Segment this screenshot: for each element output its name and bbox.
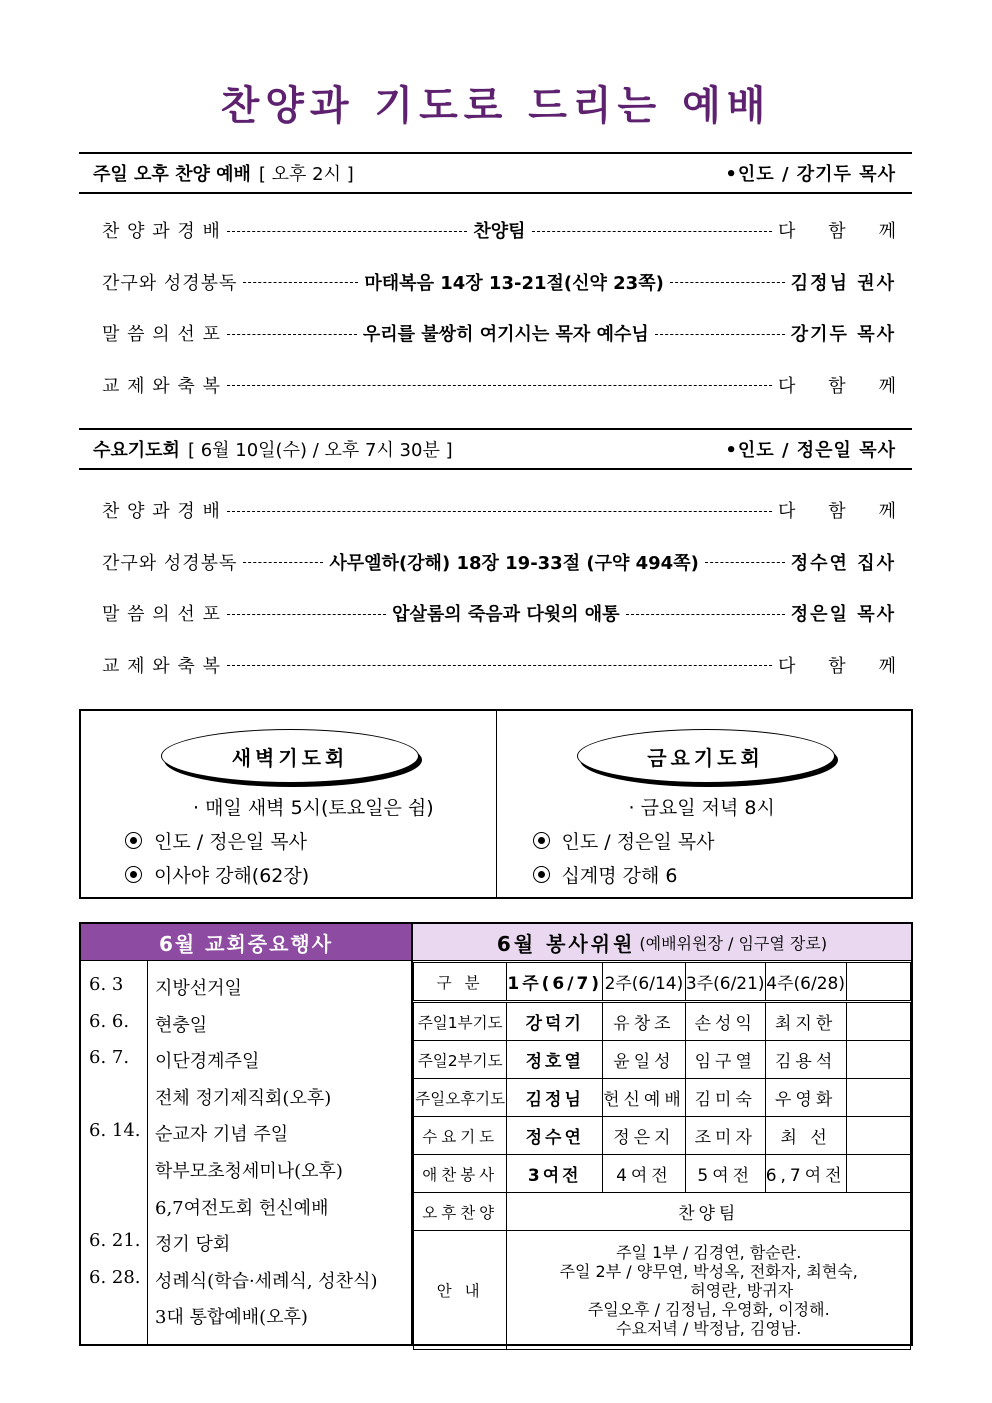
service-title: 6월 봉사위원 (496, 931, 636, 956)
order-row (102, 650, 896, 680)
row-label: 오후찬양 (414, 1193, 507, 1231)
notice-line: 수요저녁 / 박정남, 김영남. (616, 1318, 802, 1338)
sunday-service-leader: •인도 / 강기두 목사 (725, 164, 896, 185)
service-subtitle: (예배위원장 / 임구열 장로) (639, 933, 828, 953)
order-row (102, 318, 896, 348)
dashed-leader (227, 334, 357, 335)
event-text: 전체 정기제직회(오후) (155, 1087, 332, 1109)
service-cell (846, 1041, 910, 1079)
service-cell: 최 선 (765, 1117, 846, 1155)
order-content: 압살롬의 죽음과 다윗의 애통 (392, 604, 620, 625)
order-person: 김정님 권사 (790, 272, 897, 294)
table-row (414, 1155, 911, 1193)
service-cell: 김미숙 (685, 1079, 765, 1117)
service-cell: 최지한 (765, 1002, 846, 1041)
bullet-circle-icon (125, 832, 142, 849)
dawn-prayer-topic: 이사야 강해(62장) (125, 861, 309, 888)
service-cell: 정수연 (507, 1117, 603, 1155)
column-header (846, 963, 910, 1002)
event-text: 6,7여전도회 헌신예배 (155, 1197, 329, 1219)
event-text: 현충일 (155, 1014, 208, 1036)
column-header: 1주(6/7) (507, 963, 603, 1002)
service-cell: 4여전 (603, 1155, 686, 1193)
service-cell (846, 1079, 910, 1117)
order-content: 우리를 불쌍히 여기시는 목자 예수님 (362, 324, 649, 345)
table-row (414, 1231, 911, 1350)
service-cell: 5여전 (685, 1155, 765, 1193)
choir-value: 찬양팀 (507, 1193, 911, 1231)
friday-prayer-leader: 인도 / 정은일 목사 (533, 827, 715, 854)
events-title: 6월 교회중요행사 (81, 924, 411, 960)
dashed-leader (243, 282, 358, 283)
order-label: 간구와 성경봉독 (102, 272, 238, 294)
dashed-leader (227, 665, 772, 666)
wednesday-service-header (79, 428, 912, 470)
order-content: 사무엘하(강해) 18장 19-33절 (구약 494쪽) (329, 552, 699, 574)
prayer-meetings-box (79, 709, 913, 899)
order-content: 마태복음 14장 13-21절(신약 23쪽) (364, 272, 664, 294)
row-label: 애찬봉사 (414, 1155, 507, 1193)
notice-line: 주일오후 / 김정님, 우영화, 이정해. (587, 1299, 830, 1319)
order-row (102, 495, 896, 525)
order-person: 정수연 집사 (790, 552, 896, 574)
row-label: 주일1부기도 (414, 1002, 507, 1041)
service-cell: 김용석 (765, 1041, 846, 1079)
event-date: 6. 21. (89, 1230, 141, 1252)
service-cell (846, 1117, 910, 1155)
order-row (102, 598, 896, 628)
dashed-leader (655, 334, 785, 335)
service-cell: 정은지 (603, 1117, 686, 1155)
order-row (102, 370, 896, 400)
table-row (414, 1079, 911, 1117)
order-label: 간구와 성경봉독 (102, 552, 238, 574)
dashed-leader (705, 562, 785, 563)
event-text: 이단경계주일 (155, 1051, 260, 1073)
column-header: 3주(6/21) (685, 963, 765, 1002)
order-row (102, 215, 896, 245)
dashed-leader (227, 231, 468, 232)
row-label: 수요기도 (414, 1117, 507, 1155)
dawn-prayer-time: · 매일 새벽 5시(토요일은 쉼) (193, 797, 434, 819)
notice-list (507, 1231, 911, 1350)
bullet-circle-icon (533, 866, 550, 883)
event-date: 6. 3 (89, 974, 124, 995)
friday-prayer-panel (497, 711, 912, 897)
dashed-leader (227, 511, 772, 512)
order-person: 정은일 목사 (790, 604, 897, 625)
service-cell: 강덕기 (507, 1002, 603, 1041)
event-date: 6. 7. (89, 1047, 130, 1069)
event-date: 6. 28. (89, 1266, 141, 1288)
order-person: 다 함 께 (778, 375, 896, 397)
service-cell: 우영화 (765, 1079, 846, 1117)
order-row (102, 267, 896, 297)
bullet-circle-icon (125, 866, 142, 883)
order-person: 다 함 께 (778, 501, 896, 522)
order-row (102, 547, 896, 577)
dashed-leader (626, 614, 785, 615)
order-person: 다 함 께 (778, 655, 896, 677)
service-cell: 6,7여전 (765, 1155, 846, 1193)
dashed-leader (227, 614, 386, 615)
dashed-leader (532, 231, 773, 232)
service-cell (846, 1002, 910, 1041)
order-person: 강기두 목사 (790, 324, 896, 345)
service-cell: 조미자 (685, 1117, 765, 1155)
event-text: 정기 당회 (155, 1234, 231, 1256)
wednesday-service-name: 수요기도회 (93, 440, 180, 461)
friday-prayer-title: 금요기도회 (577, 729, 835, 783)
row-label: 안 내 (414, 1231, 507, 1350)
service-cell (846, 1155, 910, 1193)
row-label: 주일2부기도 (414, 1041, 507, 1079)
column-header: 4주(6/28) (765, 963, 846, 1002)
event-text: 성례식(학습·세례식, 성찬식) (155, 1270, 378, 1292)
service-cell: 유창조 (603, 1002, 686, 1041)
service-cell: 정호열 (507, 1041, 603, 1079)
order-person: 다 함 께 (778, 221, 896, 242)
notice-line: 주일 2부 / 양무연, 박성옥, 전화자, 최현숙, (559, 1261, 858, 1281)
sunday-service-name: 주일 오후 찬양 예배 (93, 164, 251, 185)
service-cell: 김정님 (507, 1079, 603, 1117)
order-label: 말 씀 의 선 포 (102, 604, 221, 625)
bullet-circle-icon (533, 832, 550, 849)
events-panel (79, 922, 413, 1346)
event-date: 6. 6. (89, 1010, 130, 1032)
wednesday-service-time: [ 6월 10일(수) / 오후 7시 30분 ] (187, 440, 453, 461)
service-cell: 헌신예배 (603, 1079, 686, 1117)
dashed-leader (227, 385, 772, 386)
event-text: 3대 통합예배(오후) (155, 1307, 308, 1329)
service-table (413, 962, 911, 1350)
dashed-leader (243, 562, 323, 563)
sunday-service-header (79, 152, 912, 194)
event-text: 학부모초청세미나(오후) (155, 1161, 343, 1182)
page-title: 찬양과 기도로 드리는 예배 (220, 83, 772, 129)
order-label: 말 씀 의 선 포 (102, 324, 221, 345)
service-header (413, 924, 911, 961)
event-date: 6. 14. (89, 1120, 141, 1142)
service-cell: 임구열 (685, 1041, 765, 1079)
friday-prayer-topic: 십계명 강해 6 (533, 861, 678, 888)
dashed-leader (670, 282, 785, 283)
friday-prayer-time: · 금요일 저녁 8시 (628, 797, 775, 819)
service-panel (412, 922, 913, 1346)
dawn-prayer-leader: 인도 / 정은일 목사 (125, 827, 307, 854)
sunday-service-time: [ 오후 2시 ] (258, 164, 354, 185)
row-label: 주일오후기도 (414, 1079, 507, 1117)
table-row (414, 1193, 911, 1231)
service-table-header (414, 963, 911, 1002)
dawn-prayer-title: 새벽기도회 (161, 729, 419, 783)
table-row (414, 1002, 911, 1041)
wednesday-service-leader: •인도 / 정은일 목사 (725, 440, 896, 461)
service-cell: 윤일성 (603, 1041, 686, 1079)
notice-line: 허영란, 방귀자 (624, 1280, 794, 1300)
order-content: 찬양팀 (473, 221, 526, 242)
column-header: 2주(6/14) (603, 963, 686, 1002)
order-label: 찬 양 과 경 배 (102, 221, 221, 242)
service-cell: 손성익 (685, 1002, 765, 1041)
event-text: 지방선거일 (155, 978, 242, 999)
dawn-prayer-panel (81, 711, 497, 897)
column-header: 구 분 (414, 963, 507, 1002)
event-text: 순교자 기념 주일 (155, 1124, 289, 1146)
service-cell: 3여전 (507, 1155, 603, 1193)
notice-line: 주일 1부 / 김경연, 함순란. (616, 1242, 802, 1262)
order-label: 찬 양 과 경 배 (102, 501, 221, 522)
table-row (414, 1041, 911, 1079)
order-label: 교 제 와 축 복 (102, 375, 221, 397)
table-row (414, 1117, 911, 1155)
order-label: 교 제 와 축 복 (102, 655, 221, 677)
